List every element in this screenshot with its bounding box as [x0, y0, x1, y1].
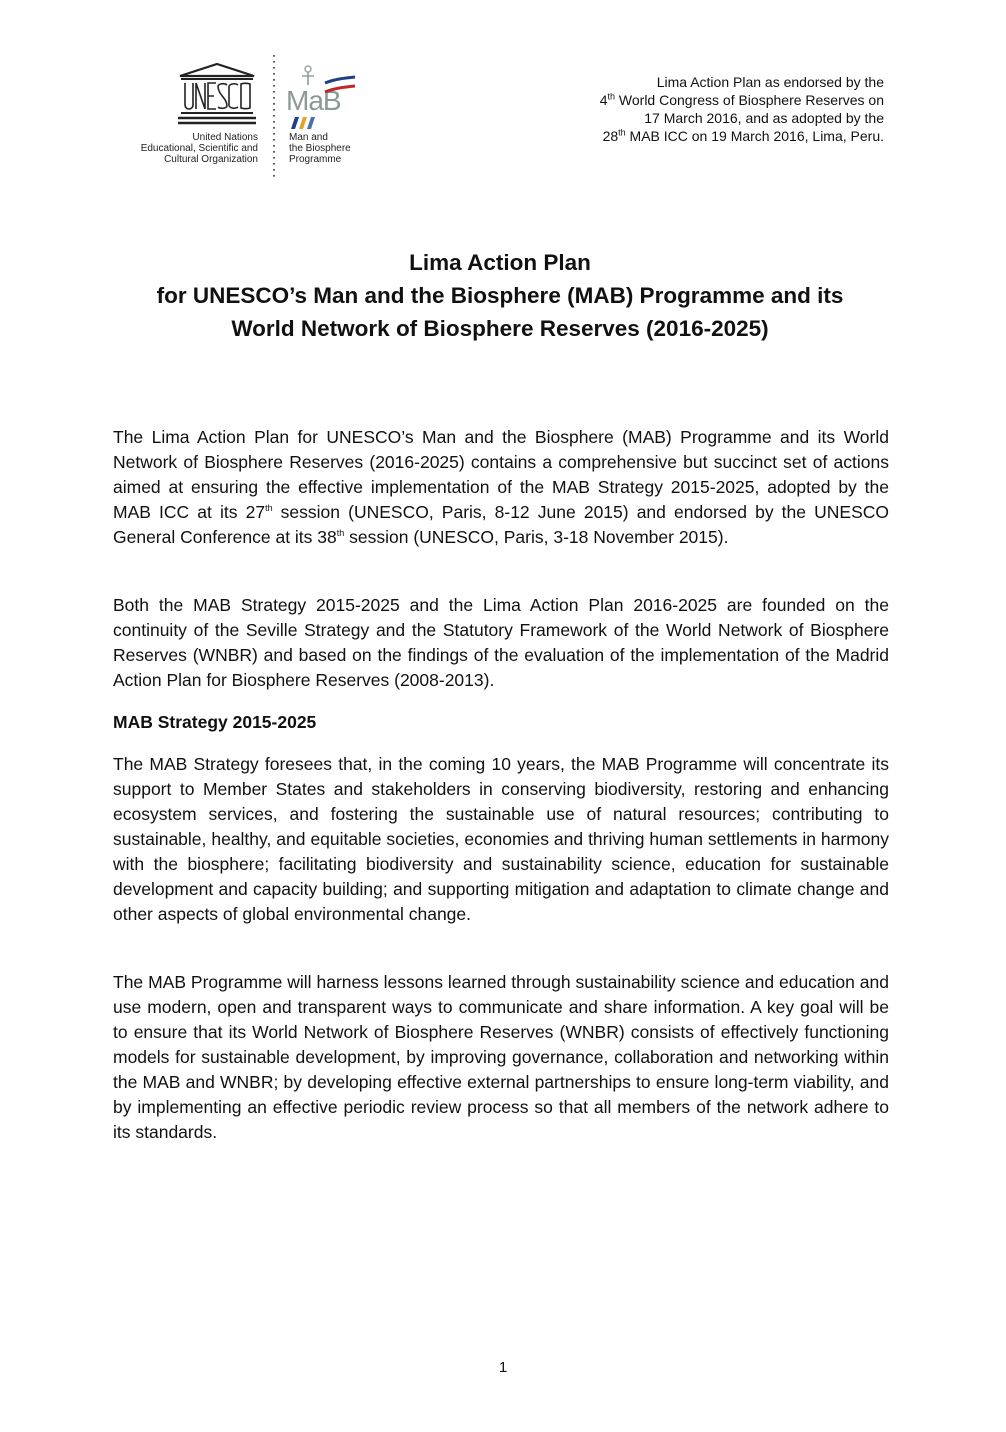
ordinal-suffix: th [265, 503, 273, 514]
header-logos [120, 55, 370, 185]
endorsement-line [524, 91, 884, 109]
unesco-caption [120, 132, 258, 165]
ordinal-suffix: th [607, 91, 616, 102]
unesco-caption-line: Educational, Scientific and [140, 143, 258, 154]
ordinal-suffix: th [336, 528, 345, 539]
unesco-logo [177, 63, 257, 127]
endorsement-text: MAB ICC on 19 March 2016, Lima, Peru. [625, 128, 884, 144]
document-title [100, 246, 900, 345]
unesco-caption-line: Cultural Organization [164, 154, 258, 165]
endorsement-text: World Congress of Biosphere Reserves on [615, 92, 884, 108]
endorsement-note [524, 73, 884, 145]
paragraph-foundations: Both the MAB Strategy 2015-2025 and the Lima Action Plan 2016-2025 are founded on the continuity of the Seville Strategy and the Statutory Framework of the World Network of Biosphere Reserves (WNBR) and based on the findings of the evaluation of the implementation of the Madrid Action Plan for Biosphere Reserves (2008-2013). [113, 595, 889, 690]
mab-caption-line: Man and [289, 132, 328, 143]
paragraph-text: session (UNESCO, Paris, 3-18 November 2015). [344, 527, 729, 547]
ordinal-suffix: th [618, 127, 626, 138]
section-heading: MAB Strategy 2015-2025 [113, 712, 317, 732]
mab-logo [285, 63, 357, 131]
page-number: 1 [498, 1359, 508, 1376]
ordinal-number: 28 [602, 128, 619, 144]
paragraph-intro [113, 425, 889, 550]
paragraph-strategy: The MAB Strategy foresees that, in the coming 10 years, the MAB Programme will concentrate its support to Member States and stakeholders in conserving biodiversity, restoring and enhancing ecosystem services, and fostering the sustainable use of natural resources; contributing to sustainable, healthy, and equitable societies, economies and thriving human settlements in harmony with the biosphere; facilitating biodiversity and sustainability science, education for sustainable development and capacity building; and supporting mitigation and adaptation to climate change and other aspects of global environmental change. [113, 754, 889, 924]
logo-divider [272, 55, 276, 181]
endorsement-line: Lima Action Plan as endorsed by the [656, 74, 884, 90]
title-line: for UNESCO’s Man and the Biosphere (MAB) Programme and its [156, 283, 844, 308]
endorsement-line [524, 127, 884, 145]
svg-text:MaB: MaB [286, 85, 341, 116]
title-line: Lima Action Plan [409, 250, 591, 275]
paragraph-programme: The MAB Programme will harness lessons learned through sustainability science and education and use modern, open and transparent ways to communicate and share information. A key goal will be to ensure that its World Network of Biosphere Reserves (WNBR) consists of effectively functioning models for sustainable development, by improving governance, collaboration and networking within the MAB and WNBR; by developing effective external partnerships to ensure long-term viability, and by implementing an effective periodic review process so that all members of the network adhere to its standards. [113, 972, 889, 1142]
mab-caption-line: Programme [289, 154, 342, 165]
mab-caption [289, 132, 351, 165]
paragraph-text: session (UNESCO, Paris, 8-12 June 2015) and endorsed by the UNESCO General Conference at its 38 [113, 502, 889, 547]
ordinal-number: 4 [599, 92, 608, 108]
mab-caption-line: the Biosphere [289, 143, 351, 154]
unesco-caption-line: United Nations [192, 132, 258, 143]
endorsement-line: 17 March 2016, and as adopted by the [644, 110, 884, 126]
title-line: World Network of Biosphere Reserves (2016-2025) [231, 316, 769, 341]
paragraph-text: The Lima Action Plan for UNESCO’s Man and the Biosphere (MAB) Programme and its World Network of Biosphere Reserves (2016-2025) contains a comprehensive but succinct set of actions aimed at ensuring the effective implementation of the MAB Strategy 2015-2025, adopted by the MAB ICC at its 27 [113, 427, 889, 522]
